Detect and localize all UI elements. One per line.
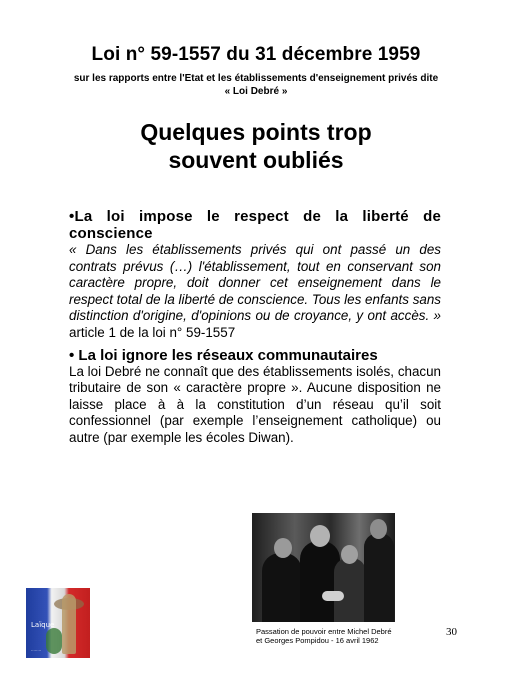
photo-head [310,525,330,547]
logo-figure-shape [62,594,76,654]
point-2-text: La loi Debré ne connaît que des établissements isolés, chacun tributaire de son « caractère propre ». Aucune disposition ne laisse place à à la constitution d’un réseau qu’il soit confessionnel (par exemple l’enseignement catholique) ou autre (par exemple les écoles Diwan). [69,363,441,445]
photo-figure [334,558,366,622]
slide-title: Loi n° 59-1557 du 31 décembre 1959 [91,44,421,65]
logo-text: Laïque [31,621,55,629]
photo-head [370,519,387,539]
laique-logo [26,588,90,658]
logo-small-text: ........ [31,647,42,652]
point-1-title: •La loi impose le respect de la liberté de conscience [69,208,441,242]
photo-head [341,545,358,564]
heading-line-2: souvent oubliés [168,147,344,173]
logo-leaf-shape [46,628,62,654]
photo-handshake [322,591,344,601]
point-1-quote [69,242,441,342]
historical-photo [252,513,395,622]
photo-caption: Passation de pouvoir entre Michel Debré et Georges Pompidou - 16 avril 1962 [256,627,392,645]
slide-subtitle: sur les rapports entre l'Etat et les établissements d'enseignement privés dite « Loi Debré » [73,73,439,97]
slide-heading [0,118,512,174]
point-2-title: • La loi ignore les réseaux communautaires [69,346,378,364]
photo-figure [262,553,302,622]
page-number: 30 [446,626,457,638]
slide-content [69,208,441,447]
photo-head [274,538,292,558]
quote-text: « Dans les établissements privés qui ont passé un des contrats prévus (…) l'établissement, tout en conservant son caractère propre, doit donner cet enseignement dans le respect total de la liberté de conscience. Tous les enfants sans distinction d'origine, d'opinions ou de croyance, y ont accès. » [69,242,441,324]
photo-figure [364,533,394,622]
quote-reference: article 1 de la loi n° 59-1557 [69,324,236,340]
heading-line-1: Quelques points trop [140,119,372,145]
